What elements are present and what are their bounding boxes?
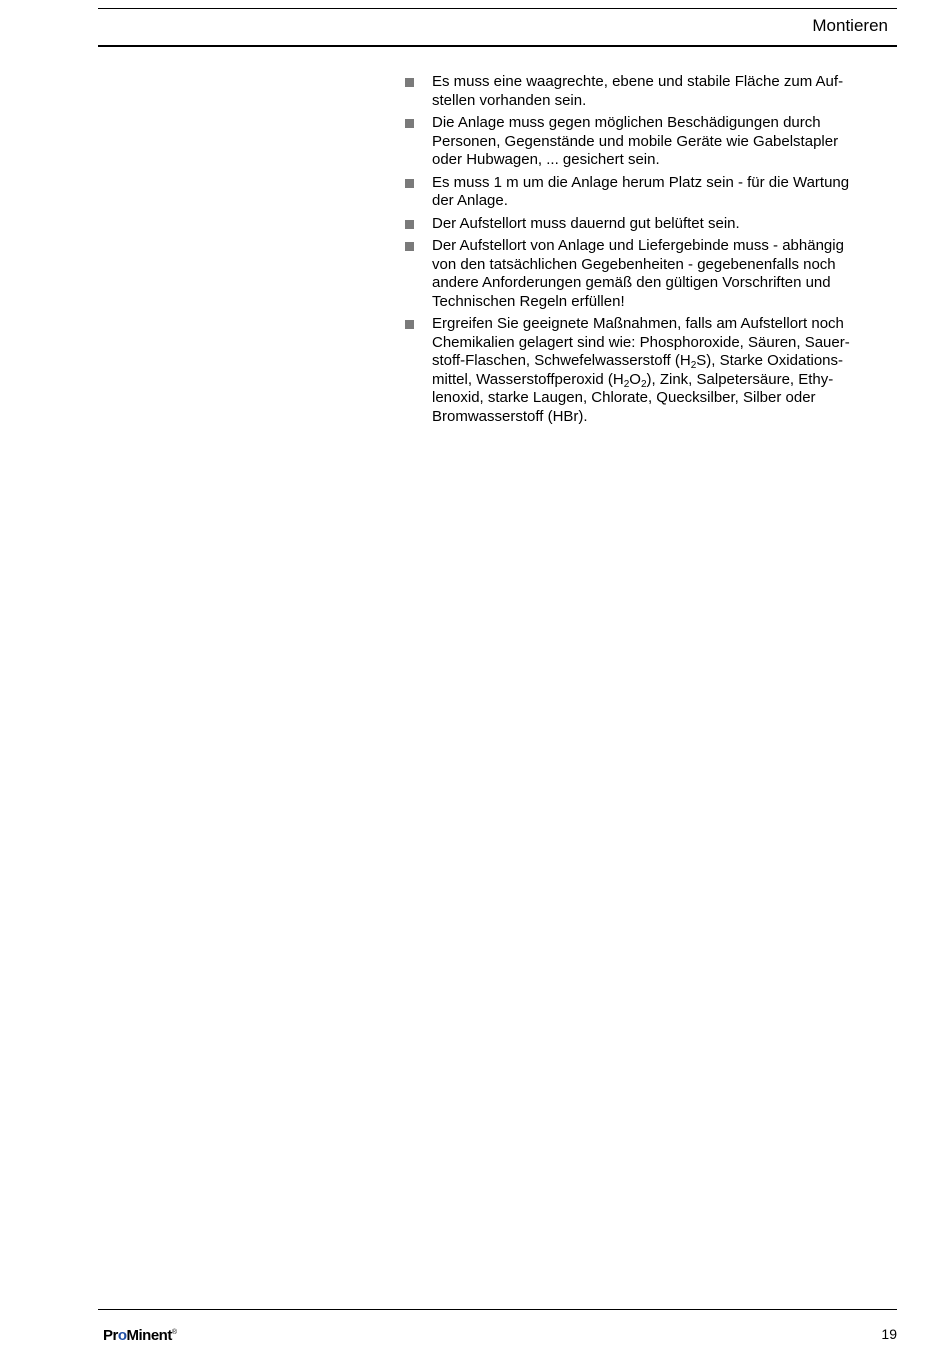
header-rule-top [98,8,897,9]
header-rule-bottom [98,45,897,47]
list-item-text: Der Aufstellort von Anlage und Liefergebinde muss - abhängig von den tatsächlichen Gegebenheiten - gegebenenfalls noch andere Anforderungen gemäß den gültigen Vorschriften und Technischen Regeln erfüllen! [432,237,844,310]
logo-text-o: o [117,1327,127,1344]
square-bullet-icon [405,78,414,87]
list-item-text: Der Aufstellort muss dauernd gut belüftet sein. [432,214,740,232]
list-item-text: Es muss 1 m um die Anlage herum Platz sein - für die Wartung der Anlage. [432,173,850,209]
logo-text-pr: Pr [103,1327,118,1344]
logo-text-minent: Minent [126,1327,172,1344]
footer-rule [98,1309,897,1310]
list-item-text: Die Anlage muss gegen möglichen Beschädigungen durch Personen, Gegenstände und mobile Geräte wie Gabelstapler oder Hubwagen, ... gesichert sein. [432,114,839,168]
list-item [404,174,904,211]
list-item [404,237,904,311]
square-bullet-icon [405,119,414,128]
list-item-text: Ergreifen Sie geeignete Maßnahmen, falls am Aufstellort noch Chemikalien gelagert sind wie: Phosphoroxide, Säuren, Sauer- stoff-Flaschen, Schwefelwasserstoff $(H_2S)$, Starke Oxidations- mittel, Wasserstoffperoxid $(H_2O_2)$, Zink, Salpetersäure, Ethy- lenoxid, starke Laugen, Chlorate, Quecksilber, Silber oder Bromwasserstoff (HBr). [432,315,850,425]
registered-mark: ® [171,1329,177,1336]
square-bullet-icon [405,179,414,188]
page-number: 19 [881,1326,897,1342]
list-item [404,114,904,170]
square-bullet-icon [405,220,414,229]
list-item [404,73,904,110]
list-item [404,215,904,234]
square-bullet-icon [405,242,414,251]
list-item-text: Es muss eine waagrechte, ebene und stabile Fläche zum Auf- stellen vorhanden sein. [432,73,844,109]
section-title: Montieren [812,16,888,35]
requirements-list [404,73,904,430]
square-bullet-icon [405,320,414,329]
prominent-logo [103,1327,177,1344]
list-item [404,315,904,426]
